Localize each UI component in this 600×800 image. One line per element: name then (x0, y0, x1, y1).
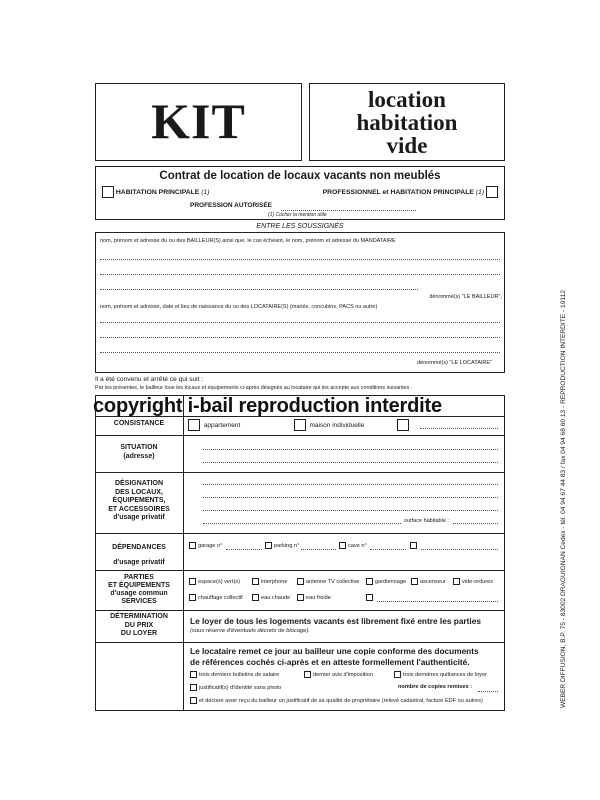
option-habitation-principale[interactable] (102, 186, 210, 198)
prix-text: Le loyer de tous les logements vacants est librement fixé entre les parties (190, 616, 481, 626)
designation-line-2[interactable] (203, 497, 498, 498)
bailleur-line-1[interactable] (100, 259, 500, 260)
eq-eau-froide[interactable] (297, 594, 331, 601)
kit-box (95, 83, 302, 161)
option-label: cave n° (348, 542, 367, 549)
label-line: PARTIES (124, 574, 154, 581)
checkbox[interactable] (265, 542, 272, 549)
kit-title: KIT (151, 93, 246, 149)
checkbox[interactable] (486, 186, 498, 198)
checkbox[interactable] (366, 578, 373, 585)
eq-antenne[interactable] (297, 578, 359, 585)
doc-avis-imposition[interactable] (304, 671, 373, 678)
bailleur-label: dénommé(s) "LE BAILLEUR", (429, 294, 502, 300)
table-divider (183, 395, 184, 711)
row-sep (95, 642, 505, 643)
label-line: (adresse) (123, 452, 155, 460)
bailleur-intro: nom, prénom et adresse du ou des BAILLEUR(S) ainsi que, le cas échéant, le nom, prénom et adresse du MANDATAIRE (100, 238, 396, 244)
profession-label: PROFESSION AUTORISÉE (190, 202, 272, 209)
eq-espaces-verts[interactable] (189, 578, 240, 585)
surface-label: surface habitable : (404, 518, 449, 524)
locataire-line-1[interactable] (100, 322, 500, 323)
dep-cave[interactable] (339, 542, 367, 549)
eq-vide-ordures[interactable] (453, 578, 493, 585)
option-label: parking n° (274, 542, 300, 549)
checkbox[interactable] (102, 186, 114, 198)
option-label: garage n° (198, 542, 223, 549)
checkbox[interactable] (252, 578, 259, 585)
title-box (309, 83, 505, 161)
option-label: justificatif(s) d'identité sans photo (199, 684, 282, 691)
option-label: eau froide (306, 594, 331, 601)
label-line: ÉQUIPEMENTS, (112, 497, 166, 504)
checkbox[interactable] (190, 697, 197, 704)
option-maison: maison individuelle (309, 421, 365, 429)
cocher-note: (1) Cocher la mention utile (268, 212, 327, 218)
eq-chauffage[interactable] (189, 594, 243, 601)
option-label: trois dernières quittances de loyer (403, 671, 487, 678)
bailleur-line-2[interactable] (100, 274, 500, 275)
agreement-line-1: Il a été convenu et arrêté ce qui suit : (95, 376, 204, 383)
option-label: chauffage collectif (198, 594, 243, 601)
doc-identite[interactable] (190, 684, 281, 691)
option-label: antenne TV collective (306, 578, 360, 585)
copies-label: nombre de copies remises : (398, 684, 472, 690)
title-line-1: location (368, 87, 446, 112)
locataire-line-3[interactable] (100, 352, 500, 353)
copyright-watermark: copyright i-bail reproduction interdite (93, 395, 442, 417)
label-line: DES LOCAUX, (115, 488, 163, 496)
eq-other-field[interactable] (377, 601, 498, 602)
eq-other[interactable] (366, 594, 375, 601)
checkbox[interactable] (453, 578, 460, 585)
option-label: vide-ordures (462, 578, 494, 585)
prix-label (95, 613, 183, 639)
option-label: interphone (261, 578, 288, 585)
option-label: eau chaude (261, 594, 291, 601)
checkbox[interactable] (366, 594, 373, 601)
row-sep (95, 435, 505, 436)
row-sep (95, 570, 505, 571)
title-line-2: habitation (356, 110, 458, 135)
situation-line-2[interactable] (203, 462, 498, 463)
option-label: trois derniers bulletins de salaire (199, 671, 280, 678)
checkbox[interactable] (411, 578, 418, 585)
situation-label (95, 444, 183, 461)
eq-gardiennage[interactable] (366, 578, 406, 585)
checkbox[interactable] (339, 542, 346, 549)
documents-text-1: Le locataire remet ce jour au bailleur une copie conforme des documents (190, 646, 479, 656)
situation-line-1[interactable] (203, 449, 498, 450)
checkbox[interactable] (410, 542, 417, 549)
locataire-intro: nom, prénom et adresse, date et lieu de naissance du ou des LOCATAIRE(S) (mariés, concubins, PACS ou autre) (100, 304, 378, 310)
publisher-sidebar: WEBER DIFFUSION, B.P. 75 - 83002 DRAGUIGNAN Cedex - tél. 04 94 67 44 83 / fax 04 94 68 60 13 - REPRODUCTION INTERDITE - 19112 (560, 290, 567, 708)
label-line: DÉPENDANCES (112, 544, 166, 551)
locataire-line-2[interactable] (100, 337, 500, 338)
doc-justificatif-proprietaire[interactable] (190, 697, 483, 704)
eq-ascenseur[interactable] (411, 578, 446, 585)
checkbox[interactable] (297, 594, 304, 601)
label-line: DÉSIGNATION (114, 480, 164, 487)
designation-label (95, 480, 183, 523)
bailleur-line-3[interactable] (100, 289, 418, 290)
doc-bulletins[interactable] (190, 671, 279, 678)
doc-quittances[interactable] (394, 671, 487, 678)
consistance-options (188, 419, 409, 431)
checkbox[interactable] (190, 684, 197, 691)
parking-field[interactable] (301, 549, 336, 550)
locataire-label: dénommé(s) "LE LOCATAIRE" (417, 360, 492, 366)
row-sep (95, 610, 505, 611)
label-line: d'usage privatif (113, 559, 165, 566)
checkbox[interactable] (304, 671, 311, 678)
consistance-other-field[interactable] (420, 428, 498, 429)
option-note: (1) (201, 188, 210, 196)
dependances-label (95, 540, 183, 570)
checkbox[interactable] (394, 671, 401, 678)
checkbox[interactable] (190, 671, 197, 678)
dep-parking[interactable] (265, 542, 299, 549)
label-line: SERVICES (121, 598, 157, 605)
checkbox[interactable] (189, 594, 196, 601)
option-label: PROFESSIONNEL et HABITATION PRINCIPALE (322, 188, 474, 196)
agreement-line-2: Par les présentes, le bailleur loue les locaux et équipements ci-après désignés au locataire qui les accepte aux conditions suivantes : (95, 385, 413, 391)
garage-field[interactable] (226, 549, 262, 550)
copies-field[interactable] (478, 691, 498, 692)
designation-line-1[interactable] (203, 484, 498, 485)
label-line: d'usage privatif (113, 514, 165, 521)
parties-communes-label (95, 574, 183, 606)
prix-note: (sous réserve d'éventuels décrets de blocage). (190, 628, 311, 634)
label-line: DÉTERMINATION (110, 613, 168, 620)
contract-title: Contrat de location de locaux vacants non meublés (159, 170, 441, 182)
dep-other-field[interactable] (421, 549, 498, 550)
option-label: espace(s) vert(s) (198, 578, 240, 585)
eq-interphone[interactable] (252, 578, 287, 585)
designation-line-4[interactable] (203, 523, 401, 524)
option-label: gardiennage (375, 578, 407, 585)
label-line: d'usage commun (110, 590, 168, 597)
option-appartement: appartement (203, 421, 241, 429)
option-label: HABITATION PRINCIPALE (115, 188, 200, 196)
option-professionnel[interactable] (323, 186, 498, 198)
profession-field[interactable] (281, 210, 416, 211)
label-line: ET ACCESSOIRES (108, 505, 170, 513)
designation-line-3[interactable] (203, 510, 498, 511)
dep-garage[interactable] (189, 542, 222, 549)
cave-field[interactable] (370, 549, 406, 550)
option-label: et déclare avoir reçu du bailleur un justificatif de sa qualité de propriétaire (relevé cadastral, facture EDF ou autres) (199, 697, 483, 704)
checkbox[interactable] (397, 419, 409, 431)
checkbox[interactable] (294, 419, 306, 431)
documents-text-2: de références cochés ci-après et en atteste formellement l'authenticité. (190, 657, 470, 667)
checkbox[interactable] (189, 542, 196, 549)
eq-eau-chaude[interactable] (252, 594, 290, 601)
consistance-label: CONSISTANCE (113, 420, 165, 427)
label-line: DU PRIX (124, 621, 154, 629)
dep-other[interactable] (410, 542, 419, 549)
option-label: dernier avis d'imposition (313, 671, 373, 678)
checkbox[interactable] (189, 578, 196, 585)
contract-box (95, 166, 505, 220)
option-note: (1) (475, 188, 485, 196)
checkbox[interactable] (188, 419, 200, 431)
title-line-3: vide (386, 133, 428, 158)
parties-box (95, 232, 505, 373)
surface-field[interactable] (453, 523, 498, 524)
option-label: ascenseur (420, 578, 446, 585)
label-line: DU LOYER (120, 630, 158, 637)
label-line: SITUATION (120, 444, 158, 451)
label-line: ET ÉQUIPEMENTS (108, 582, 170, 589)
checkbox[interactable] (297, 578, 304, 585)
parties-heading: ENTRE LES SOUSSIGNÉS (256, 223, 344, 230)
row-sep (95, 472, 505, 473)
row-sep (95, 533, 505, 534)
checkbox[interactable] (252, 594, 259, 601)
